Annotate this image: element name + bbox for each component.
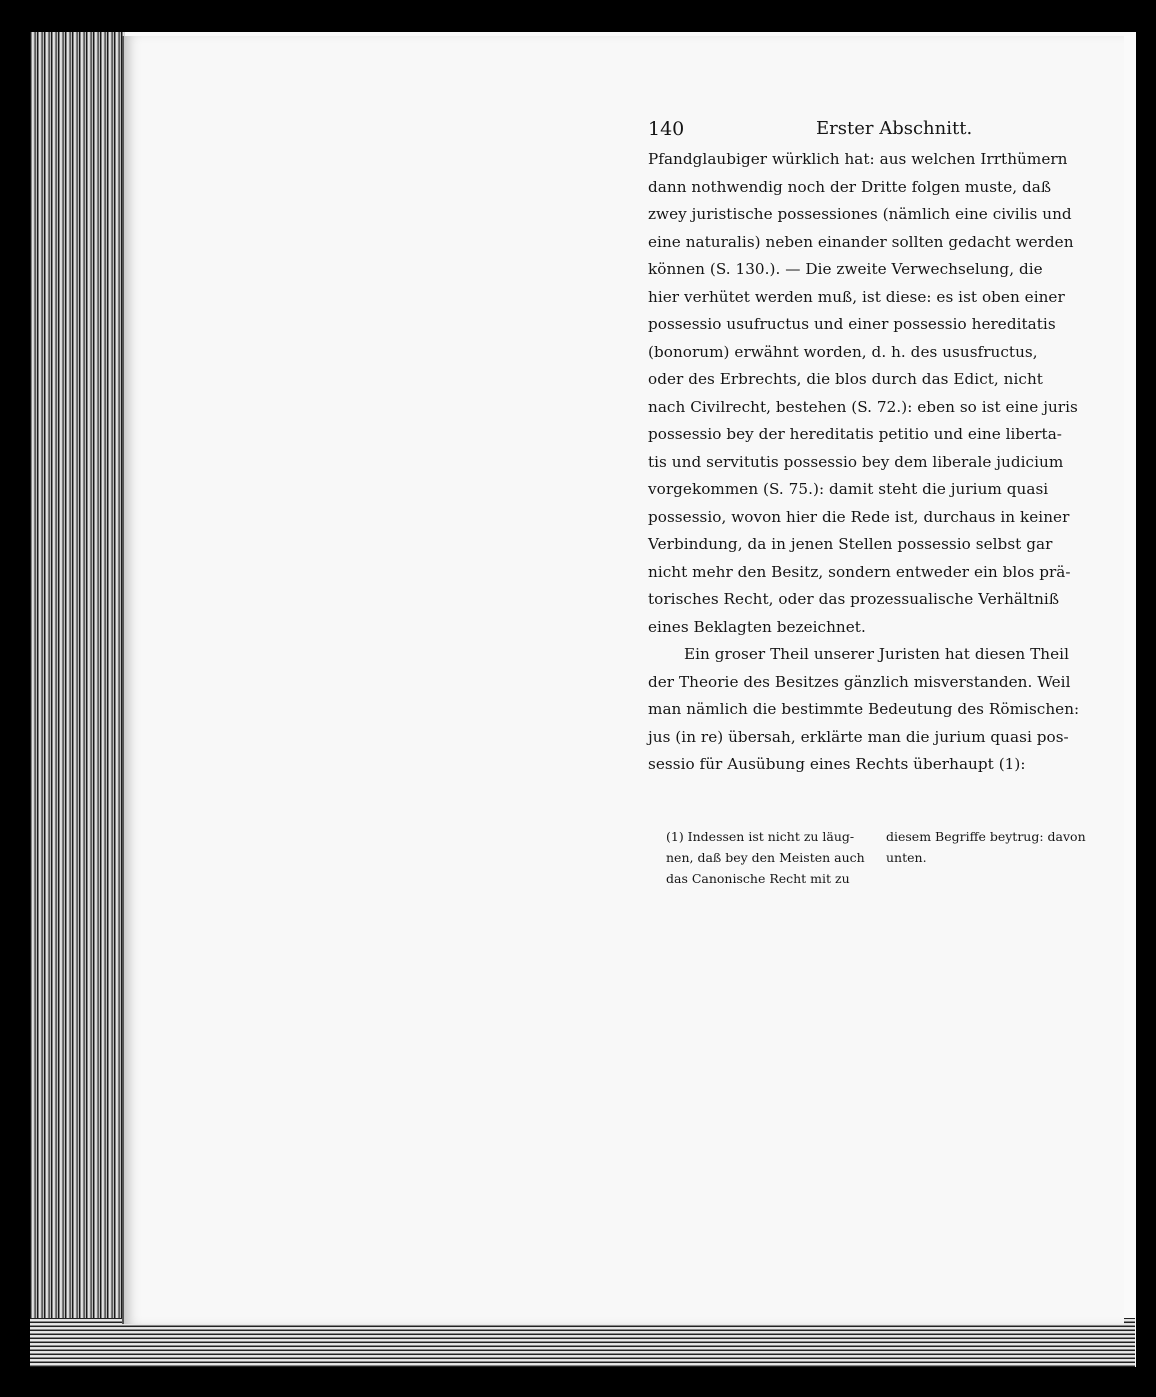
page-number: 140 bbox=[648, 118, 685, 140]
page-header bbox=[648, 110, 1108, 146]
main-text-column bbox=[648, 110, 1108, 779]
footnote-line: (1) Indessen ist nicht zu läug- bbox=[666, 829, 855, 844]
footnote-column-right bbox=[886, 826, 1106, 868]
footnote-line: diesem Begriffe beytrug: davon bbox=[886, 829, 1086, 844]
text-line: nach Civilrecht, bestehen (S. 72.): eben so ist eine juris bbox=[648, 397, 1078, 416]
text-line: possessio, wovon hier die Rede ist, durchaus in keiner bbox=[648, 507, 1070, 526]
footnote-line: unten. bbox=[886, 850, 927, 865]
text-line: nicht mehr den Besitz, sondern entweder ein blos prä- bbox=[648, 562, 1071, 581]
text-line: possessio bey der hereditatis petitio und eine liberta- bbox=[648, 425, 1062, 443]
text-line: oder des Erbrechts, die blos durch das Edict, nicht bbox=[648, 370, 1043, 388]
text-line: Pfandglaubiger würklich hat: aus welchen Irrthümern bbox=[648, 150, 1068, 168]
text-line: jus (in re) übersah, erklärte man die jurium quasi pos- bbox=[648, 727, 1069, 746]
text-line: eines Beklagten bezeichnet. bbox=[648, 617, 866, 636]
page-edges-left bbox=[30, 32, 125, 1367]
footnote-line: das Canonische Recht mit zu bbox=[666, 871, 850, 886]
text-line: hier verhütet werden muß, ist diese: es ist oben einer bbox=[648, 287, 1065, 306]
text-line: können (S. 130.). — Die zweite Verwechselung, die bbox=[648, 260, 1043, 278]
paragraph-start-line: Ein groser Theil unserer Juristen hat diesen Theil bbox=[684, 645, 1069, 663]
text-line: man nämlich die bestimmte Bedeutung des Römischen: bbox=[648, 700, 1080, 718]
text-line: vorgekommen (S. 75.): damit steht die jurium quasi bbox=[648, 480, 1049, 498]
text-line: zwey juristische possessiones (nämlich eine civilis und bbox=[648, 205, 1072, 223]
text-line: der Theorie des Besitzes gänzlich misverstanden. Weil bbox=[648, 672, 1071, 691]
text-line: dann nothwendig noch der Dritte folgen muste, daß bbox=[648, 177, 1052, 196]
page-edges-bottom bbox=[30, 1318, 1135, 1367]
running-title: Erster Abschnitt. bbox=[816, 118, 973, 139]
body-text bbox=[648, 146, 1108, 779]
text-line: sessio für Ausübung eines Rechts überhaupt (1): bbox=[648, 755, 1026, 773]
text-line: possessio usufructus und einer possessio hereditatis bbox=[648, 315, 1056, 333]
text-line: eine naturalis) neben einander sollten gedacht werden bbox=[648, 232, 1074, 251]
footnote-line: nen, daß bey den Meisten auch bbox=[666, 850, 865, 865]
bleed-through-mark bbox=[354, 776, 367, 822]
text-line: Verbindung, da in jenen Stellen possessio selbst gar bbox=[648, 535, 1053, 553]
text-line: (bonorum) erwähnt worden, d. h. des ususfructus, bbox=[648, 342, 1038, 361]
footnote-column-left bbox=[666, 826, 876, 889]
text-line: torisches Recht, oder das prozessualische Verhältniß bbox=[648, 590, 1060, 608]
text-line: tis und servitutis possessio bey dem liberale judicium bbox=[648, 452, 1064, 471]
